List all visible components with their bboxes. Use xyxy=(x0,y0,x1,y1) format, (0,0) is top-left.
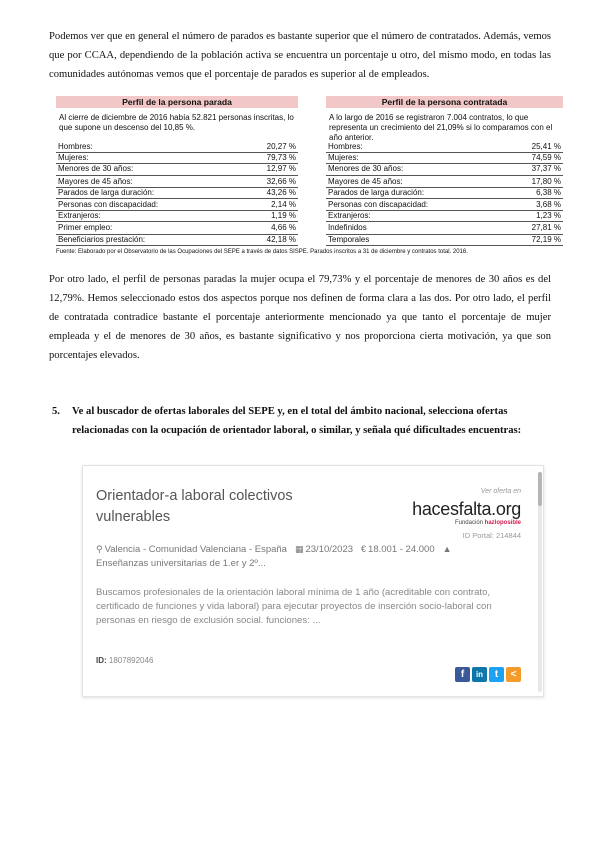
question-text: Ve al buscador de ofertas laborales del SEPE y, en el total del ámbito nacional, selecciona ofertas relacionadas con la ocupación de orientador laboral, o similar, y señala qué dificultades encuentras: xyxy=(72,406,522,436)
scrollbar[interactable] xyxy=(538,472,542,692)
table-row: Mayores de 45 años: 32,66 % xyxy=(56,177,298,188)
twitter-icon[interactable]: t xyxy=(489,667,504,682)
job-meta xyxy=(96,542,516,571)
question-number: 5. xyxy=(52,406,60,417)
facebook-icon[interactable]: f xyxy=(455,667,470,682)
location-pin-icon: ⚲ xyxy=(96,544,103,554)
table-row: Beneficiarios prestación: 42,18 % xyxy=(56,235,298,246)
job-salary: 18.001 - 24.000 xyxy=(368,544,435,555)
table-row: Hombres: 25,41 % xyxy=(326,142,563,153)
table-row: Mujeres: 79,73 % xyxy=(56,153,298,164)
table-row: Parados de larga duración: 6,38 % xyxy=(326,188,563,199)
job-id: ID: 1807892046 xyxy=(96,656,154,665)
job-description: Buscamos profesionales de la orientación laboral mínima de 1 año (acreditable con contrato, certificado de funciones y vida laboral) para ejecutar proyectos de inserción socio-laboral con personas en riesgo de exclusión social. funciones: ... xyxy=(96,587,492,626)
calendar-icon: ▦ xyxy=(294,544,304,554)
table-row: Indefinidos 27,81 % xyxy=(326,223,563,234)
job-location: Valencia - Comunidad Valenciana - España xyxy=(104,544,287,555)
job-offer-card[interactable] xyxy=(82,465,544,697)
table-header: Perfil de la persona contratada xyxy=(326,96,563,108)
question-5 xyxy=(52,402,554,440)
analysis-paragraph: Por otro lado, el perfil de personas paradas la mujer ocupa el 79,73% y el porcentaje de menores de 30 años es del 12,79%. Hemos seleccionado estos dos aspectos porque nos definen de forma clara a las dos. Por otro lado, el perfil de contratada contradice bastante el porcentaje anteriormente mencionado ya que tanto el porcentaje de mujer empleada y el de menores de 30 años, es bastante significativo y nos proporciona cierta motivación, ya que son porcentajes elevados. xyxy=(49,274,551,361)
table-header: Perfil de la persona parada xyxy=(56,96,298,108)
table-row: Mayores de 45 años: 17,80 % xyxy=(326,177,563,188)
table-persona-contratada xyxy=(326,96,563,246)
job-date: 23/10/2023 xyxy=(305,544,354,555)
table-row: Menores de 30 años: 12,97 % xyxy=(56,164,298,175)
job-title-link[interactable]: Orientador-a laboral colectivos vulnerables xyxy=(96,488,293,525)
table-row: Extranjeros: 1,19 % xyxy=(56,211,298,222)
euro-icon: € xyxy=(361,544,367,554)
job-education: Enseñanzas universitarias de 1.er y 2º... xyxy=(96,558,266,569)
table-row: Mujeres: 74,59 % xyxy=(326,153,563,164)
ver-oferta-label: Ver oferta en xyxy=(480,488,521,495)
table-persona-parada xyxy=(56,96,298,246)
table-intro: A lo largo de 2016 se registraron 7.004 contratos, lo que representa un crecimiento del 21,09% si lo comparamos con el año anterior. xyxy=(329,113,553,142)
source-note: Fuente: Elaborado por el Observatorio de las Ocupaciones del SEPE a través de datos SISPE. Parados inscritos a 31 de diciembre y contratos total. 2016. xyxy=(56,249,468,255)
table-row: Personas con discapacidad: 3,68 % xyxy=(326,200,563,211)
hacesfalta-logo[interactable] xyxy=(405,499,521,527)
share-more-icon[interactable]: < xyxy=(506,667,521,682)
table-row: Personas con discapacidad: 2,14 % xyxy=(56,200,298,211)
logo-name: hacesfalta.org xyxy=(412,499,521,519)
table-intro: Al cierre de diciembre de 2016 había 52.821 personas inscritas, lo que supone un descenso del 10,85 %. xyxy=(59,113,294,132)
linkedin-icon[interactable]: in xyxy=(472,667,487,682)
table-row: Extranjeros: 1,23 % xyxy=(326,211,563,222)
table-row: Menores de 30 años: 37,37 % xyxy=(326,164,563,175)
graduation-cap-icon: ▲ xyxy=(442,544,452,554)
share-buttons xyxy=(455,667,521,682)
id-portal: ID Portal: 214844 xyxy=(462,531,521,540)
scroll-thumb[interactable] xyxy=(538,472,542,506)
table-row: Parados de larga duración: 43,26 % xyxy=(56,188,298,199)
logo-subtitle: Fundación hazloposible xyxy=(454,520,521,526)
table-row: Primer empleo: 4,66 % xyxy=(56,223,298,234)
intro-paragraph: Podemos ver que en general el número de parados es bastante superior que el número de contratados. Además, vemos que por CCAA, dependiendo de la población activa se encuentra un porcentaje u otro, del mismo modo, en todas las comunidades autónomas vemos que el porcentaje de parados es superior al de empleados. xyxy=(49,31,551,80)
table-row: Hombres: 20,27 % xyxy=(56,142,298,153)
table-row: Temporales 72,19 % xyxy=(326,235,563,246)
